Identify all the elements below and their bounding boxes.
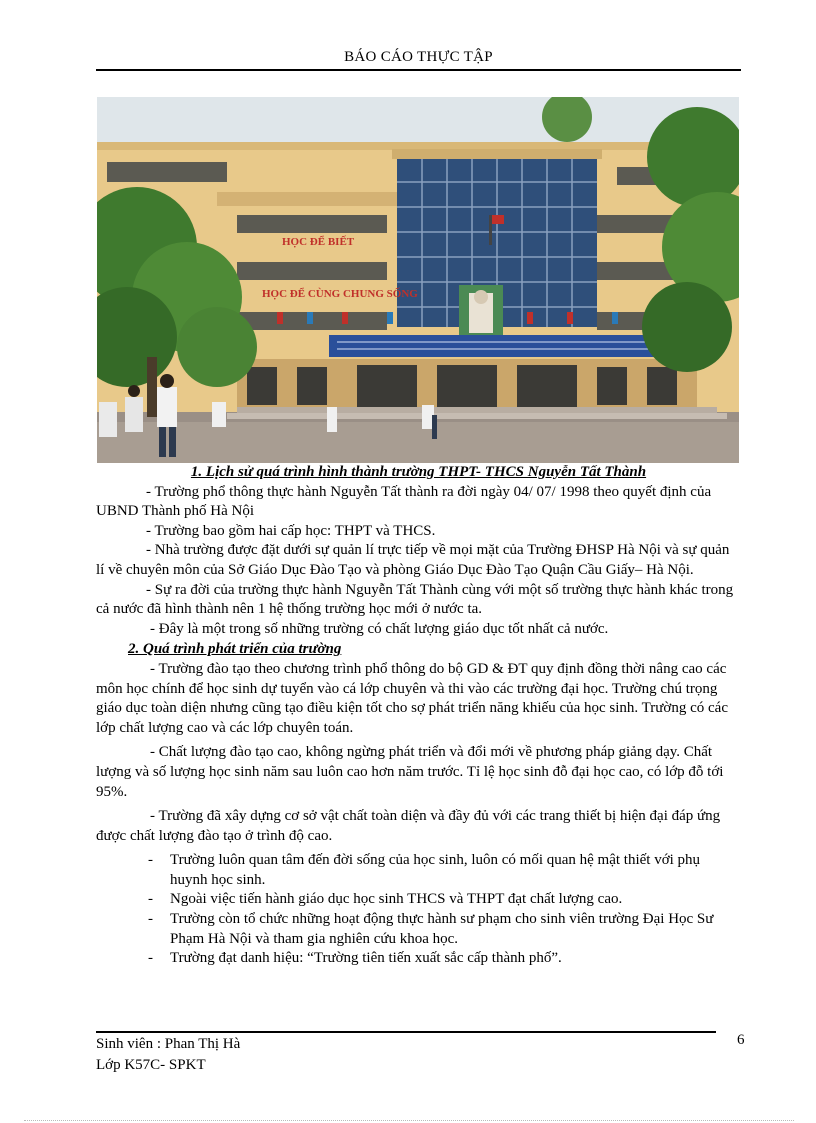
paragraph: - Trường bao gồm hai cấp học: THPT và THCS. — [146, 522, 436, 539]
page-number: 6 — [737, 1032, 745, 1048]
dash-bullet: - — [148, 891, 153, 908]
section-1-heading: 1. Lịch sử quá trình hình thành trường THPT- THCS Nguyễn Tất Thành — [190, 464, 647, 480]
footer-divider — [96, 1031, 716, 1033]
dash-bullet: - — [148, 911, 153, 928]
header-title: BÁO CÁO THỰC TẬP — [344, 49, 493, 65]
list-item-text: Trường luôn quan tâm đến đời sống của học sinh, luôn có mối quan hệ mật thiết với phụ huynh học sinh. — [170, 852, 701, 888]
paragraph: - Sự ra đời của trường thực hành Nguyễn Tất Thành cùng với một số trường thực hành khác trong cả nước đã hình thành nên 1 hệ thống trường học mới ở nước ta. — [96, 581, 734, 618]
section-2-heading: 2. Quá trình phát triển của trường — [128, 641, 342, 658]
paragraph: - Trường đào tạo theo chương trình phổ thông do bộ GD & ĐT quy định đồng thời nâng cao các môn học chính để học sinh dự tuyển vào cá lớp chuyên và thi vào các trường đại học. Trường chú trọng giáo dục toàn diện nhưng cũng tạo điều kiện tốt cho sợ phát triển năng khiếu của học sinh. Trường có các lớp chất lượng cao và các lớp chuyên toán. — [96, 660, 728, 736]
header-divider — [96, 69, 741, 71]
banner-text-1: HỌC ĐỂ BIẾT — [282, 236, 355, 248]
list-item — [96, 910, 741, 949]
page-bottom-border — [24, 1120, 794, 1121]
list-item-text: Trường còn tổ chức những hoạt động thực hành sư phạm cho sinh viên trường Đại Học Sư Phạm Hà Nội và tham gia nghiên cứu khoa học. — [170, 911, 714, 947]
footer-class: Lớp K57C- SPKT — [96, 1057, 206, 1073]
banner-text-2: HỌC ĐỂ CÙNG CHUNG SỐNG — [262, 288, 418, 300]
paragraph: - Trường đã xây dựng cơ sở vật chất toàn diện và đầy đủ với các trang thiết bị hiện đại đáp ứng được chất lượng đào tạo ở trình độ cao. — [96, 808, 721, 844]
footer-student: Sinh viên : Phan Thị Hà — [96, 1036, 241, 1052]
school-building-photo — [97, 97, 739, 463]
report-body — [96, 463, 741, 969]
paragraph: - Trường phổ thông thực hành Nguyễn Tất thành ra đời ngày 04/ 07/ 1998 theo quyết định của UBND Thành phố Hà Nội — [96, 483, 712, 520]
dash-bullet: - — [148, 950, 153, 967]
list-item — [96, 949, 741, 969]
list-item-text: Ngoài việc tiến hành giáo dục học sinh THCS và THPT đạt chất lượng cao. — [170, 891, 623, 908]
dash-bullet: - — [148, 852, 153, 869]
paragraph: - Chất lượng đào tạo cao, không ngừng phát triển và đổi mới về phương pháp giảng dạy. Chất lượng và số lượng học sinh năm sau luôn cao hơn năm trước. Tỉ lệ học sinh đỗ đại học cao, có lớp đỗ tới 95%. — [96, 744, 724, 800]
paragraph: - Đây là một trong số những trường có chất lượng giáo dục tốt nhất cả nước. — [150, 620, 609, 637]
paragraph: - Nhà trường được đặt dưới sự quản lí trực tiếp về mọi mặt của Trường ĐHSP Hà Nội và sự quản lí về chuyên môn của Sở Giáo Dục Đào Tạo và phòng Giáo Dục Đào Tạo Quận Cầu Giấy– Hà Nội. — [96, 542, 730, 578]
list-item — [96, 851, 741, 890]
list-item-text: Trường đạt danh hiệu: “Trường tiên tiến xuất sắc cấp thành phố”. — [170, 950, 562, 967]
list-item — [96, 890, 741, 910]
